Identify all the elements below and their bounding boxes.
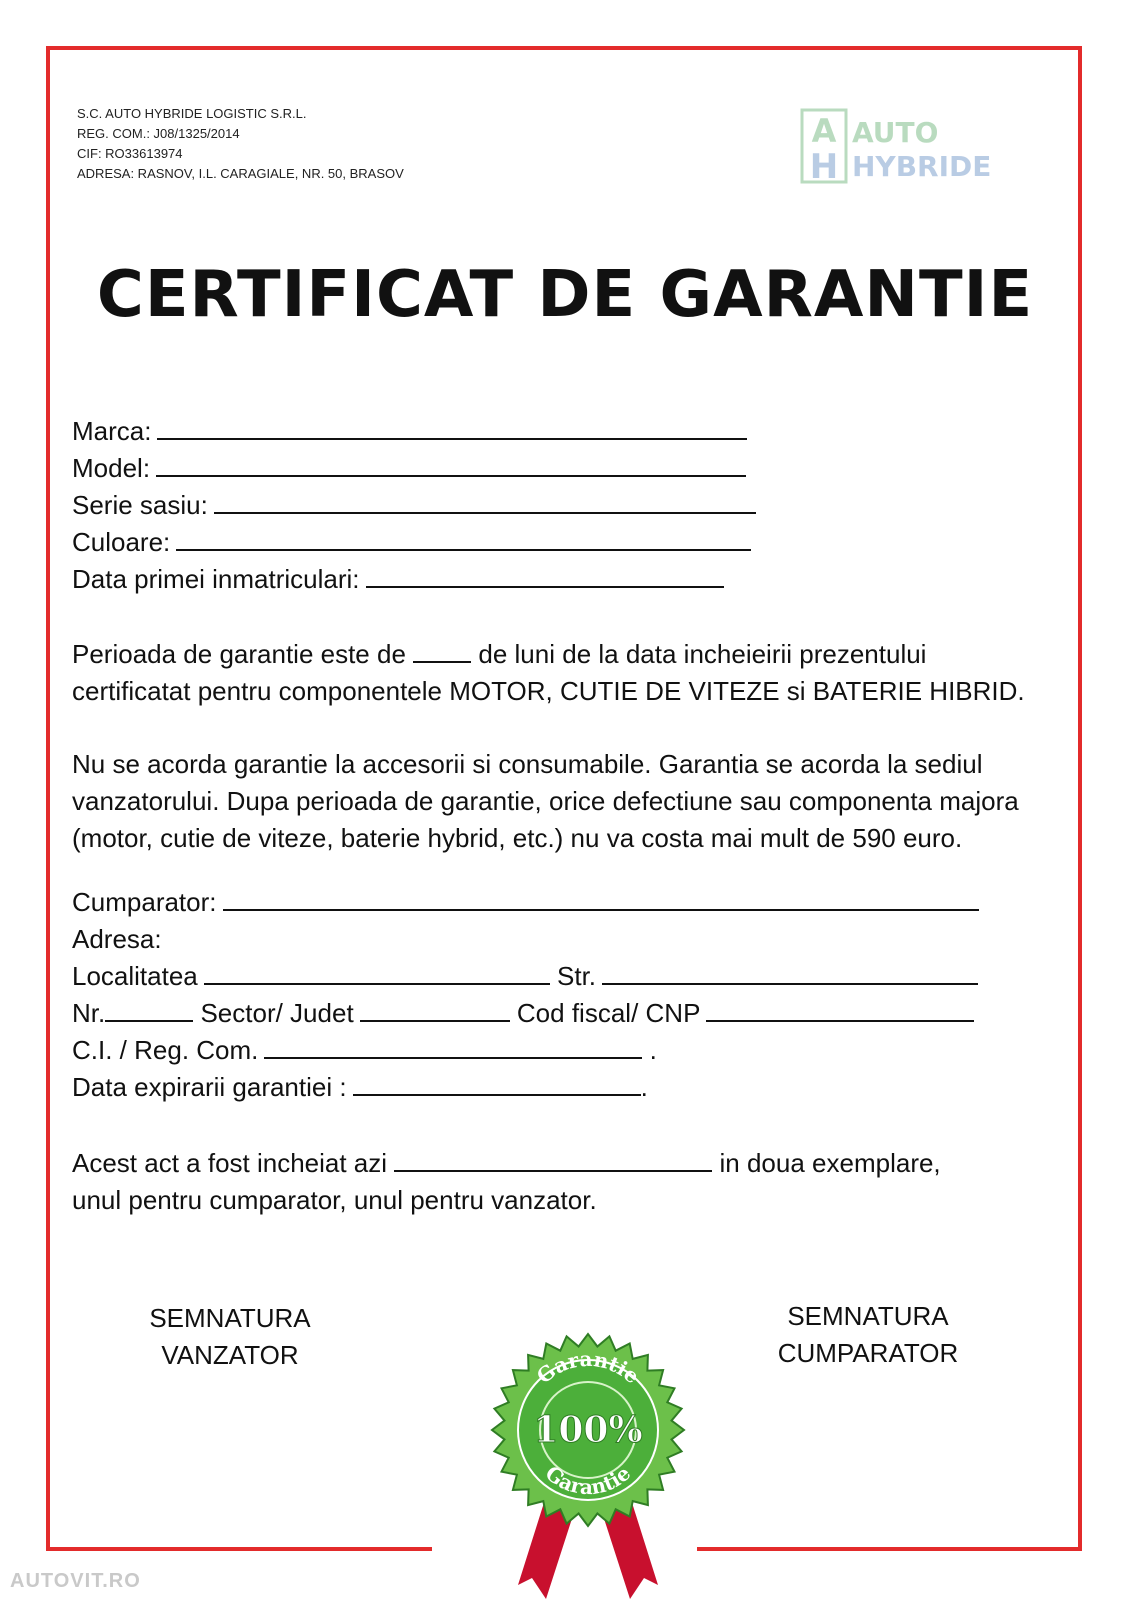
svg-text:H: H (809, 147, 839, 186)
input-line-ci[interactable] (264, 1035, 642, 1059)
warranty-text-1: Perioada de garantie este de (72, 639, 406, 669)
seal-bottom-text: Garantie (540, 1460, 636, 1500)
logo-line1: AUTO (852, 116, 939, 149)
conditions-text (72, 746, 1072, 857)
seal-top-text: Garantie (532, 1346, 645, 1389)
input-line-sector[interactable] (360, 998, 510, 1022)
input-line-localitatea[interactable] (204, 961, 550, 985)
field-data-inmatriculare (72, 562, 724, 596)
input-line-culoare[interactable] (176, 527, 751, 551)
buyer-signature-line2: CUMPARATOR (777, 1338, 959, 1368)
input-line-cumparator[interactable] (223, 887, 979, 911)
company-address: ADRESA: RASNOV, I.L. CARAGIALE, NR. 50, BRASOV (77, 166, 404, 181)
input-line-months[interactable] (413, 639, 471, 663)
logo-line2: HYBRIDE (852, 150, 992, 183)
conditions-line-3: (motor, cutie de viteze, baterie hybrid, etc.) nu va costa mai mult de 590 euro. (72, 823, 963, 853)
guarantee-seal (488, 1330, 688, 1599)
auto-hybride-logo (800, 108, 1052, 186)
autovit-watermark: AUTOVIT.RO (10, 1570, 141, 1592)
label-serie-sasiu: Serie sasiu: (72, 490, 208, 520)
input-line-nr[interactable] (105, 998, 193, 1022)
closing-text (72, 1145, 1072, 1219)
input-line-date[interactable] (394, 1148, 712, 1172)
seller-signature-line2: VANZATOR (161, 1340, 299, 1370)
buyer-signature (768, 1298, 968, 1372)
label-nr: Nr. (72, 998, 106, 1028)
input-line-data-inmatriculare[interactable] (366, 564, 724, 588)
label-adresa: Adresa: (72, 924, 162, 954)
label-cumparator: Cumparator: (72, 887, 217, 917)
field-cumparator (72, 885, 979, 919)
field-adresa (72, 922, 162, 956)
label-marca: Marca: (72, 416, 152, 446)
closing-text-1: Acest act a fost incheiat azi (72, 1148, 388, 1178)
field-data-expirare: Data expirarii garantiei : . (72, 1072, 648, 1102)
label-culoare: Culoare: (72, 527, 171, 557)
page-title: CERTIFICAT DE GARANTIE (96, 258, 1034, 332)
field-nr-sector-cnp (72, 996, 974, 1030)
buyer-signature-line1: SEMNATURA (787, 1301, 949, 1331)
input-line-data-expirare[interactable] (353, 1072, 641, 1096)
field-serie-sasiu (72, 488, 756, 522)
warranty-period-text (72, 636, 1072, 710)
input-line-cod-fiscal[interactable] (706, 998, 974, 1022)
field-model (72, 451, 746, 485)
input-line-marca[interactable] (157, 416, 747, 440)
closing-text-2: in doua exemplare, (719, 1148, 941, 1178)
field-marca (72, 414, 747, 448)
company-info (77, 104, 404, 184)
label-model: Model: (72, 453, 151, 483)
seal-center-text: 100% (533, 1409, 643, 1451)
label-sector: Sector/ Judet (200, 998, 354, 1028)
frame-bottom-right (697, 1547, 1082, 1551)
label-data-inmatriculare: Data primei inmatriculari: (72, 564, 360, 594)
field-localitatea-str (72, 959, 978, 993)
label-str: Str. (557, 961, 597, 991)
input-line-str[interactable] (602, 961, 978, 985)
warranty-text-2: de luni de la data incheieirii prezentului (478, 639, 927, 669)
seller-signature-line1: SEMNATURA (149, 1303, 311, 1333)
input-line-model[interactable] (156, 453, 746, 477)
conditions-line-2: vanzatorului. Dupa perioada de garantie, orice defectiune sau componenta majora (72, 786, 1019, 816)
label-localitatea: Localitatea (72, 961, 198, 991)
field-culoare (72, 525, 751, 559)
warranty-text-3: certificatat pentru componentele MOTOR, CUTIE DE VITEZE si BATERIE HIBRID. (72, 676, 1025, 706)
company-reg: REG. COM.: J08/1325/2014 (77, 126, 240, 141)
field-ci: C.I. / Reg. Com. . (72, 1035, 657, 1065)
company-name: S.C. AUTO HYBRIDE LOGISTIC S.R.L. (77, 106, 307, 121)
conditions-line-1: Nu se acorda garantie la accesorii si consumabile. Garantia se acorda la sediul (72, 749, 983, 779)
input-line-serie-sasiu[interactable] (214, 490, 756, 514)
svg-text:A: A (811, 112, 837, 150)
closing-text-3: unul pentru cumparator, unul pentru vanzator. (72, 1185, 597, 1215)
seller-signature (135, 1300, 325, 1374)
company-cif: CIF: RO33613974 (77, 146, 183, 161)
label-cod-fiscal: Cod fiscal/ CNP (516, 998, 701, 1028)
label-ci: C.I. / Reg. Com. (72, 1035, 259, 1065)
frame-bottom-left (46, 1547, 432, 1551)
label-data-expirare: Data expirarii garantiei : (72, 1072, 347, 1102)
